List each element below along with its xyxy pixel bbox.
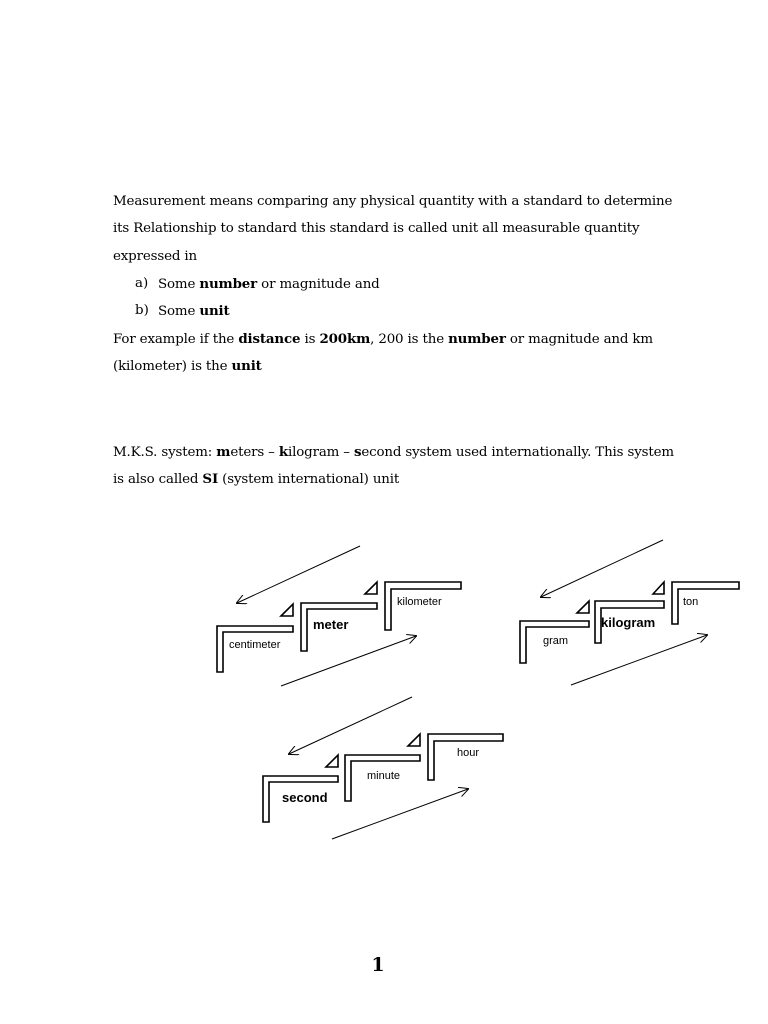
label-meter: meter [313, 617, 349, 632]
label-minute: minute [367, 770, 401, 782]
label-centimeter: centimeter [229, 639, 281, 651]
example-line-2: (kilometer) is the unit [113, 358, 262, 374]
label-ton: ton [683, 596, 699, 608]
mks-line-2: is also called SI (system international) unit [113, 471, 400, 487]
triangle-icon [577, 601, 589, 613]
mks-line-1: M.K.S. system: meters – kilogram – second system used internationally. This system [113, 444, 674, 460]
list-item-b: Some unit [158, 303, 230, 319]
down-arrow [237, 546, 360, 603]
down-arrow [289, 697, 412, 754]
intro-line-2: its Relationship to standard this standard is called unit all measurable quantity [113, 221, 640, 236]
example-line-1: For example if the distance is 200km, 200 is the number or magnitude and km [113, 331, 653, 347]
up-arrow [332, 789, 468, 839]
label-kilometer: kilometer [397, 596, 442, 608]
mass-diagram [520, 540, 739, 685]
page-number: 1 [371, 954, 385, 976]
intro-line-3: expressed in [113, 249, 197, 264]
triangle-icon [281, 604, 293, 616]
list-marker-a: a) [135, 276, 149, 291]
triangle-icon [653, 582, 664, 594]
list-item-a: Some number or magnitude and [158, 276, 380, 292]
label-hour: hour [457, 747, 480, 759]
list-marker-b: b) [135, 303, 149, 318]
label-second: second [282, 790, 328, 805]
intro-line-1: Measurement means comparing any physical quantity with a standard to determine [113, 194, 673, 209]
triangle-icon [408, 734, 420, 746]
length-diagram [217, 546, 461, 686]
label-kilogram: kilogram [601, 615, 656, 630]
triangle-icon [365, 582, 377, 594]
up-arrow [571, 635, 707, 685]
label-gram: gram [543, 635, 569, 647]
down-arrow [541, 540, 663, 597]
time-diagram [263, 697, 503, 839]
triangle-icon [326, 755, 338, 767]
